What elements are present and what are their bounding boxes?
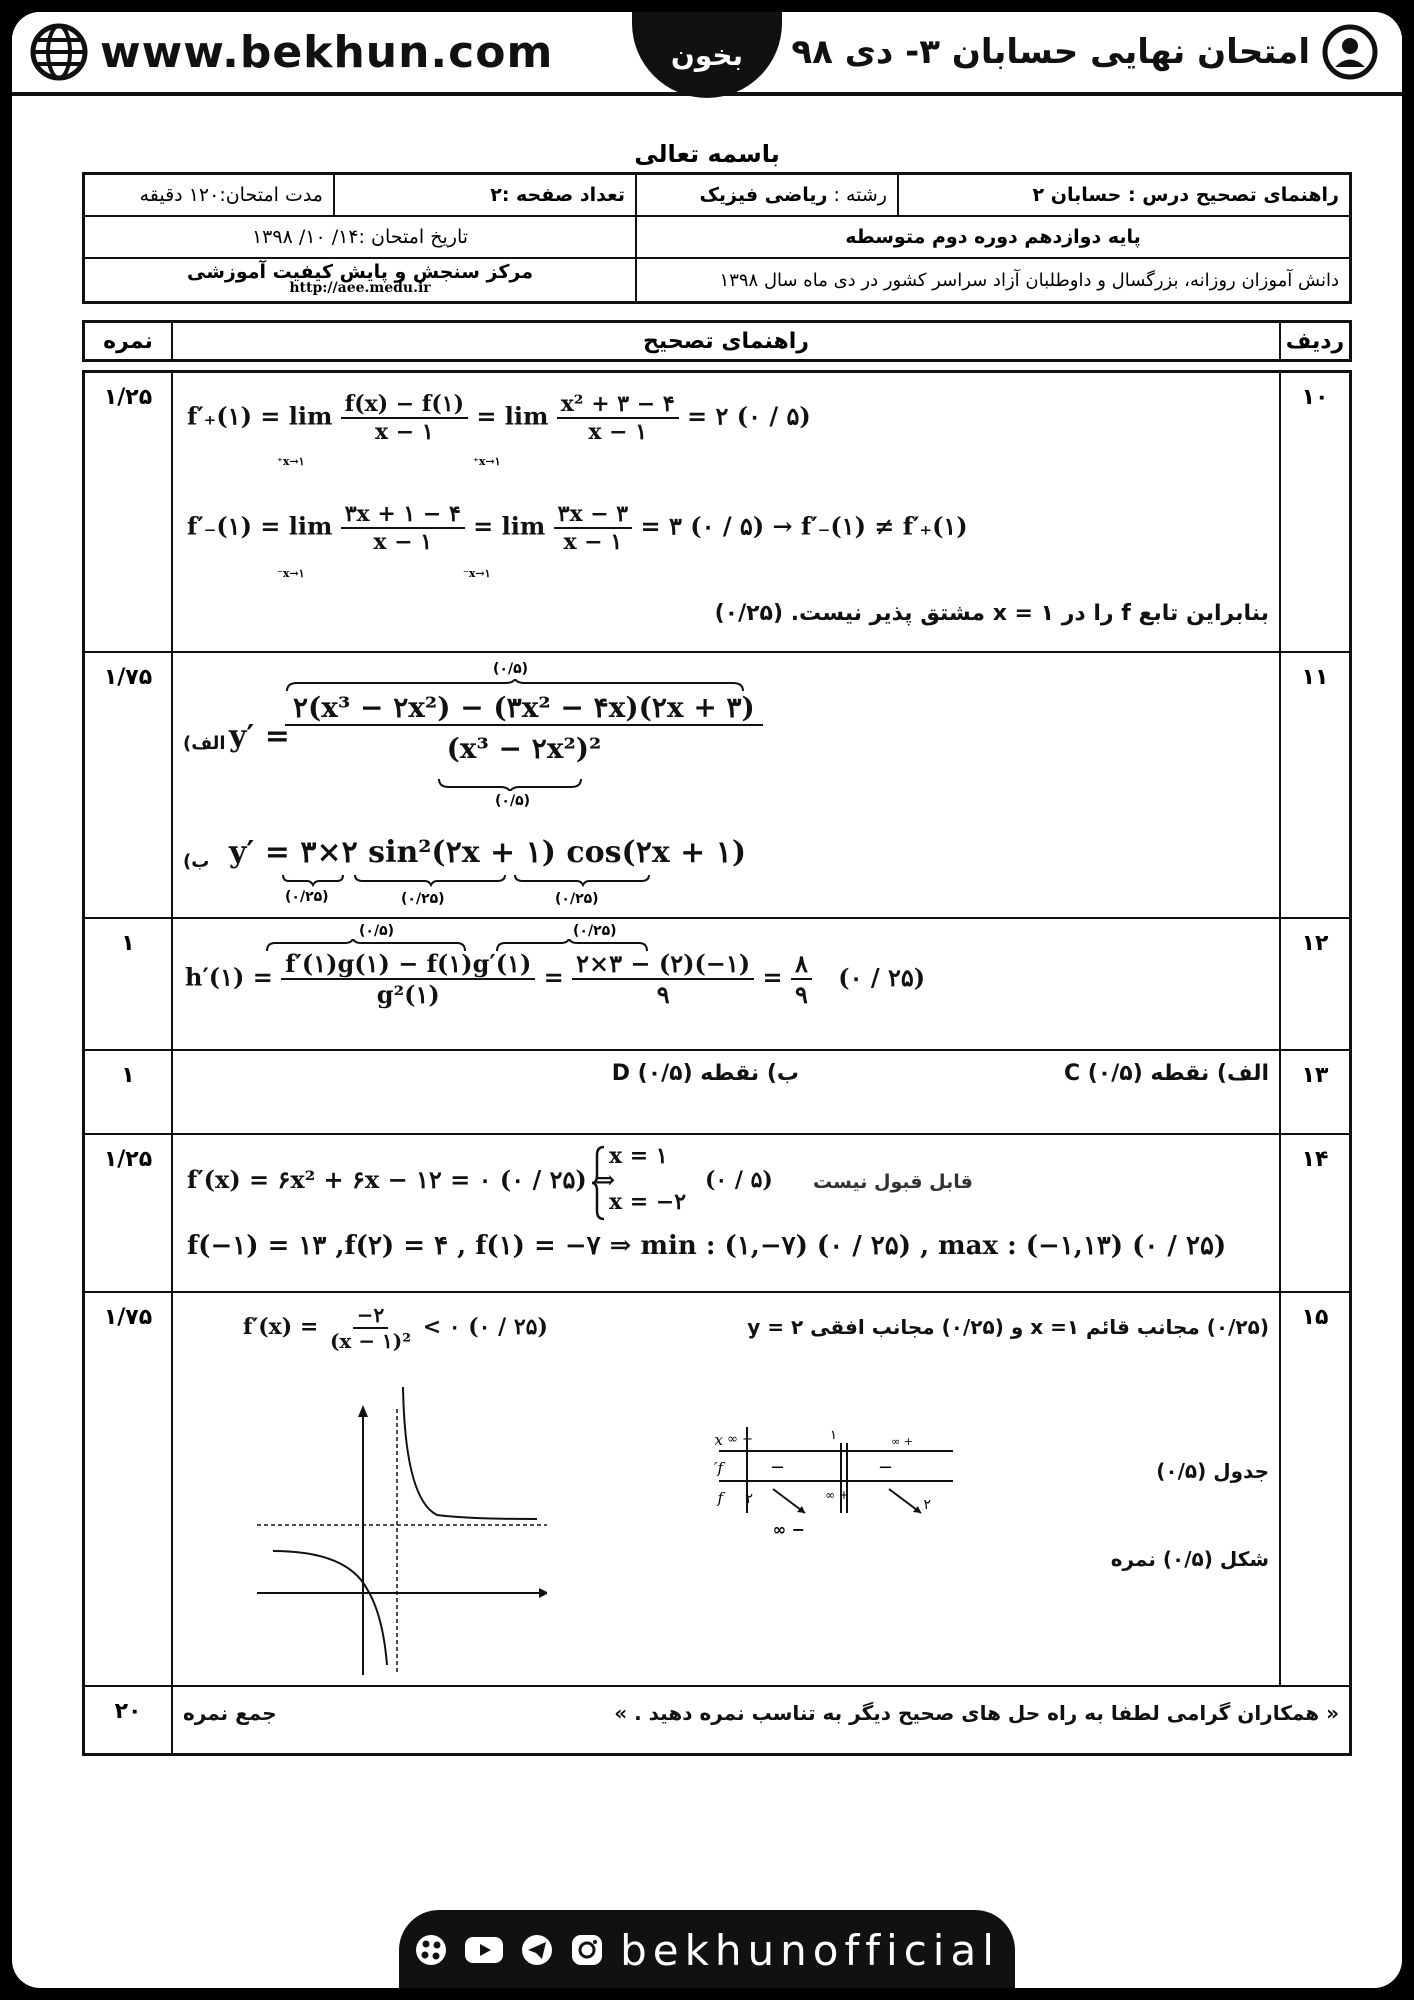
variation-table [713, 1423, 963, 1553]
answer-13 [172, 1050, 1280, 1134]
part-alef-label: الف) [183, 733, 226, 754]
social-handle[interactable]: bekhunofficial [620, 1925, 1000, 1975]
underbrace [437, 777, 583, 791]
var-table-limit: − ∞ [772, 1520, 805, 1539]
page-heading: باسمه تعالی [634, 140, 780, 168]
var-table-sign: − [877, 1457, 893, 1478]
table-row [84, 372, 1351, 653]
table-row [84, 918, 1351, 1050]
quotient-derivative: $\frac{\text{۲(x³ − ۲x²) − (۳x² − ۴x)(۲x + ۳)}}{\text{(x³ − ۲x²)²}}$ [285, 691, 763, 765]
social-footer [399, 1910, 1015, 1988]
points-label: (۰/۲۵) [401, 891, 445, 907]
root-1: x = ۱ [609, 1143, 668, 1169]
points-label: (۰/۲۵) [285, 889, 329, 905]
limit-sub: x→۱⁺ [277, 455, 305, 468]
meta-center: مرکز سنجش و پایش کیفیت آموزشی http://aee.medu.ir [84, 258, 637, 303]
meta-students: دانش آموزان روزانه، بزرگسال و داوطلبان آزاد سراسر کشور در دی ماه سال ۱۳۹۸ [636, 258, 1351, 303]
row-number: ۱۵ [1280, 1292, 1351, 1686]
y-prime-label: y′ = [229, 719, 290, 754]
var-table-x-label: x [714, 1431, 723, 1449]
var-table-minus-inf: − ∞ [727, 1432, 753, 1447]
total-label: جمع نمره [183, 1701, 277, 1725]
total-note-cell [172, 1686, 1351, 1755]
eq-left-derivative: f′₋(۱) = lim $\frac{۳x + ۱ - ۴}{x - ۱}$ = lim $\frac{۳x - ۳}{x - ۱}$ = ۳ (۰ / ۵) → f′₋(۱) ≠ f′₊(۱) [187, 501, 968, 555]
critical-points-eq: f′(x) = ۶x² + ۶x − ۱۲ = ۰ (۰ / ۲۵) ⇒ [187, 1165, 616, 1194]
table-row [84, 652, 1351, 918]
meta-grade: پایه دوازدهم دوره دوم متوسطه [636, 216, 1351, 258]
answer-14 [172, 1134, 1280, 1292]
meta-date: تاریخ امتحان :۱۴/ ۱۰/ ۱۳۹۸ [84, 216, 637, 258]
row-number: ۱۱ [1280, 652, 1351, 918]
grading-note: « همکاران گرامی لطفا به راه حل های صحیح دیگر به تناسب نمره دهید . » [614, 1701, 1339, 1725]
website-group [30, 24, 553, 80]
col-row: ردیف [1280, 322, 1351, 361]
limit-sub: x→۱⁻ [277, 567, 305, 580]
meta-field: رشته : ریاضی فیزیک [636, 174, 898, 217]
answer-13a: الف) نقطه C (۰/۵) [1063, 1061, 1269, 1086]
var-table-limit: ۲ [745, 1491, 753, 1507]
telegram-icon[interactable] [520, 1933, 554, 1967]
underbraces [281, 873, 751, 887]
col-guide: راهنمای تصحیح [172, 322, 1280, 361]
product-quotient-eq: h′(۱) = $\frac{f'(۱)g(۱) - f(۱)g'(۱)}{\text{g²(۱)}}$ = $\frac{۲\times ۳ - (۲)(-۱)}{۹}$ = $\frac{۸}{۹}$ (۰ / ۲۵) [185, 949, 926, 1009]
limit-sub: x→۱⁺ [473, 455, 501, 468]
exam-meta-table [82, 172, 1352, 304]
answer-10 [172, 372, 1280, 653]
top-bar [12, 12, 1402, 96]
meta-pages: تعداد صفحه :۲ [334, 174, 636, 217]
asymptotes-line: (۰/۲۵) مجانب قائم ۱= x و (۰/۲۵) مجانب افقی ۲ = y [747, 1315, 1269, 1339]
exam-title: امتحان نهایی حسابان ۳- دی ۹۸ [791, 32, 1310, 72]
guide-header [82, 320, 1352, 362]
brand-logo [632, 12, 782, 98]
row-score: ۱/۷۵ [84, 652, 173, 918]
answer-table [82, 370, 1352, 1756]
table-row-total [84, 1686, 1351, 1755]
row-number: ۱۴ [1280, 1134, 1351, 1292]
var-table-limit: + ∞ [825, 1488, 849, 1502]
exam-page [12, 12, 1402, 1988]
answer-11 [172, 652, 1280, 918]
points-label: (۰/۲۵) [555, 891, 599, 907]
instagram-icon[interactable] [570, 1933, 604, 1967]
table-row [84, 1292, 1351, 1686]
var-table-sign: − [769, 1457, 785, 1478]
row-score: ۱ [84, 918, 173, 1050]
answer-13b: ب) نقطه D (۰/۵) [611, 1061, 799, 1086]
brand-logo-text: بخون [670, 38, 744, 72]
total-score: ۲۰ [84, 1686, 173, 1755]
youtube-icon[interactable] [464, 1935, 504, 1965]
row-score: ۱ [84, 1050, 173, 1134]
rejected-note: قابل قبول نیست [813, 1171, 973, 1193]
extrema-eq: f(−۱) = ۱۳ ,f(۲) = ۴ , f(۱) = −۷ ⇒ min : (۱,−۷) (۰ / ۲۵) , max : (−۱,۱۳) (۰ / ۲۵) [187, 1231, 1227, 1261]
globe-icon [30, 23, 88, 81]
shape-points: شکل (۰/۵) نمره [1110, 1547, 1269, 1571]
col-score: نمره [84, 322, 173, 361]
answer-15 [172, 1292, 1280, 1686]
table-points: جدول (۰/۵) [1156, 1459, 1269, 1483]
exam-title-group [791, 24, 1378, 80]
eq-right-derivative: f′₊(۱) = lim $\frac{f(x) - f(۱)}{x - ۱}$ = lim $\frac{\text{x² + ۳ − ۴}}{x - ۱}$ = ۲ (۰ / ۵) [187, 391, 811, 445]
function-graph [247, 1379, 547, 1679]
meta-course: راهنمای تصحیح درس : حسابان ۲ [898, 174, 1351, 217]
row-score: ۱/۲۵ [84, 372, 173, 653]
website-link[interactable]: www.bekhun.com [100, 26, 554, 78]
meta-duration: مدت امتحان:۱۲۰ دقیقه [84, 174, 335, 217]
var-table-fprime-label: f′ [714, 1459, 723, 1477]
table-row [84, 1050, 1351, 1134]
row-number: ۱۲ [1280, 918, 1351, 1050]
root-2: x = −۲ [609, 1189, 687, 1215]
var-table-one: ۱ [830, 1428, 837, 1443]
row-score: ۱/۷۵ [84, 1292, 173, 1686]
row-number: ۱۳ [1280, 1050, 1351, 1134]
var-table-plus-inf: + ∞ [891, 1435, 913, 1448]
table-row [84, 1134, 1351, 1292]
user-circle-icon [1322, 24, 1378, 80]
row-score: ۱/۲۵ [84, 1134, 173, 1292]
meta-center-url[interactable]: http://aee.medu.ir [289, 280, 431, 296]
aparat-icon[interactable] [414, 1933, 448, 1967]
points-label: (۰/۵) [359, 923, 395, 939]
part-be-label: ب) [183, 851, 210, 872]
points-label: (۰/۵) [495, 793, 531, 809]
chain-rule-derivative: y′ = ۳×۲ sin²(۲x + ۱) cos(۲x + ۱) [229, 835, 747, 870]
points-label: (۰ / ۵) [705, 1167, 773, 1193]
answer-12 [172, 918, 1280, 1050]
var-table-f-label: f [717, 1489, 723, 1507]
var-table-limit: ۲ [923, 1497, 931, 1513]
limit-sub: x→۱⁻ [463, 567, 491, 580]
points-label: (۰/۲۵) [573, 923, 617, 939]
points-label: (۰/۵) [493, 661, 529, 677]
row-number: ۱۰ [1280, 372, 1351, 653]
curly-brace [591, 1145, 605, 1221]
derivative-sign: f′(x) = $\frac{-۲}{\text{(x − ۱)²}}$ < ۰ (۰ / ۲۵) [243, 1303, 548, 1353]
conclusion-10: بنابراین تابع f را در ۱ = x مشتق پذیر نیست. (۰/۲۵) [714, 601, 1269, 626]
